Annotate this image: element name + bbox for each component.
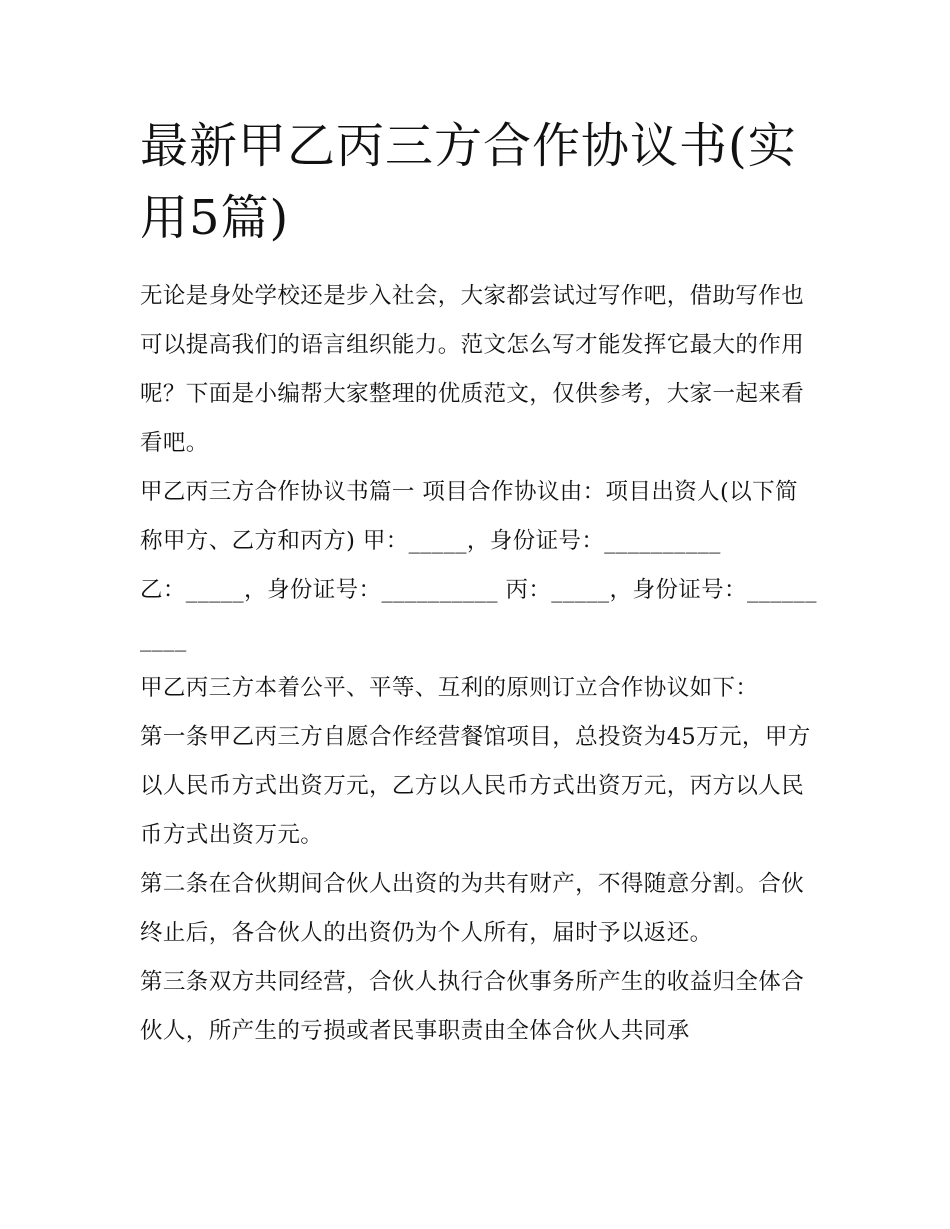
paragraph-principle: 甲乙丙三方本着公平、平等、互利的原则订立合作协议如下：	[140, 675, 759, 701]
paragraph-parties-a: 甲乙丙三方合作协议书篇一 项目合作协议由：项目出资人(以下简称甲方、乙方和丙方) 甲：_____，身份证号：__________	[140, 479, 798, 554]
paragraph-article-2: 第二条在合伙期间合伙人出资的为共有财产，不得随意分割。合伙终止后，各合伙人的出资仍为个人所有，届时予以返还。	[140, 871, 805, 946]
paragraph-article-1: 第一条甲乙丙三方自愿合作经营餐馆项目，总投资为45万元，甲方以人民币方式出资万元，乙方以人民币方式出资万元，丙方以人民币方式出资万元。	[140, 724, 811, 848]
document-body	[140, 272, 820, 1056]
paragraph-intro: 无论是身处学校还是步入社会，大家都尝试过写作吧，借助写作也可以提高我们的语言组织能力。范文怎么写才能发挥它最大的作用呢？下面是小编帮大家整理的优质范文，仅供参考，大家一起来看看吧。	[140, 283, 805, 456]
paragraph-article-3: 第三条双方共同经营，合伙人执行合伙事务所产生的收益归全体合伙人，所产生的亏损或者民事职责由全体合伙人共同承	[140, 969, 805, 1044]
document-page	[140, 110, 820, 1056]
paragraph-parties-bc: 乙：_____，身份证号：__________ 丙：_____，身份证号：__________	[140, 577, 817, 652]
document-title: 最新甲乙丙三方合作协议书(实用5篇)	[140, 118, 797, 246]
